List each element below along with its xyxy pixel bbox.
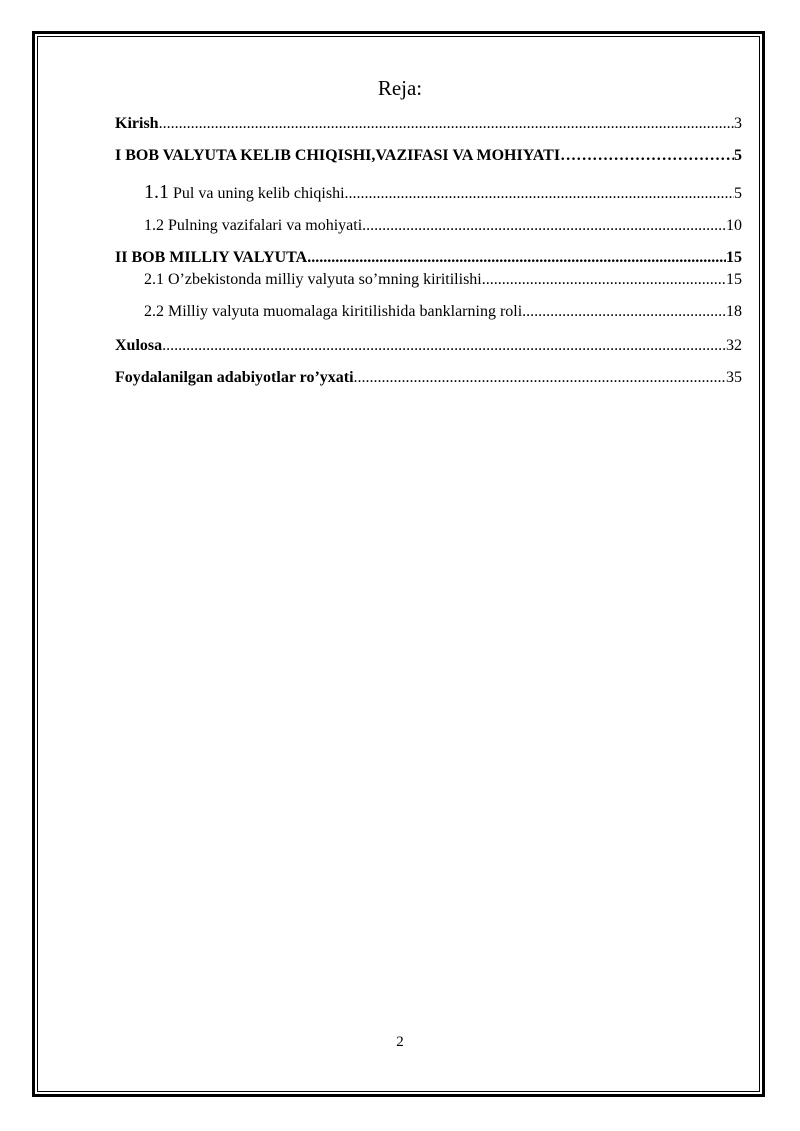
toc-leader [307, 249, 726, 267]
toc-label: Kirish [115, 115, 159, 132]
toc-label: Xulosa [115, 337, 163, 354]
toc-leader [522, 303, 726, 321]
toc-entry-chapter-1 [115, 147, 742, 165]
toc-leader [362, 217, 726, 235]
toc-entry-section-2-2 [144, 303, 742, 321]
toc-page-number: 15 [726, 271, 742, 288]
toc-page-number: 5 [734, 185, 742, 202]
toc-page-number: 15 [726, 249, 742, 266]
toc-leader [354, 369, 726, 387]
toc-section-title: Pul va uning kelib chiqishi [173, 185, 345, 202]
toc-label: 1.2 Pulning vazifalari va mohiyati [144, 217, 363, 234]
toc-leader [345, 185, 734, 203]
toc-leader [482, 271, 726, 289]
toc-label: Foydalanilgan adabiyotlar ro’yxati [115, 369, 354, 386]
toc-leader [560, 147, 734, 165]
toc-entry-references [115, 369, 742, 387]
toc-label [144, 181, 345, 204]
page-title: Reja: [377, 76, 423, 100]
toc-entry-section-1-1 [144, 181, 742, 204]
toc-section-number: 1.1 [144, 181, 169, 203]
toc-page-number: 18 [726, 303, 742, 320]
toc-entry-chapter-2 [115, 249, 742, 267]
toc-page-number: 5 [734, 147, 742, 164]
page-number: 2 [396, 1034, 404, 1050]
toc-page-number: 3 [734, 115, 742, 132]
toc-page-number: 35 [726, 369, 742, 386]
toc-entry-xulosa [115, 337, 742, 355]
toc-label: II BOB MILLIY VALYUTA [115, 249, 308, 266]
toc-entry-section-2-1 [144, 271, 742, 289]
toc-entry-kirish [115, 115, 742, 133]
toc-page-number: 10 [726, 217, 742, 234]
toc-label: 2.2 Milliy valyuta muomalaga kiritilishida banklarning roli [144, 303, 523, 320]
toc-label: 2.1 O’zbekistonda milliy valyuta so’mning kiritilishi [144, 271, 482, 288]
toc-leader [159, 115, 734, 133]
toc-entry-section-1-2 [144, 217, 742, 235]
toc-label: I BOB VALYUTA KELIB CHIQISHI,VAZIFASI VA MOHIYATI [115, 147, 561, 164]
toc-leader [162, 337, 726, 355]
toc-page-number: 32 [726, 337, 742, 354]
